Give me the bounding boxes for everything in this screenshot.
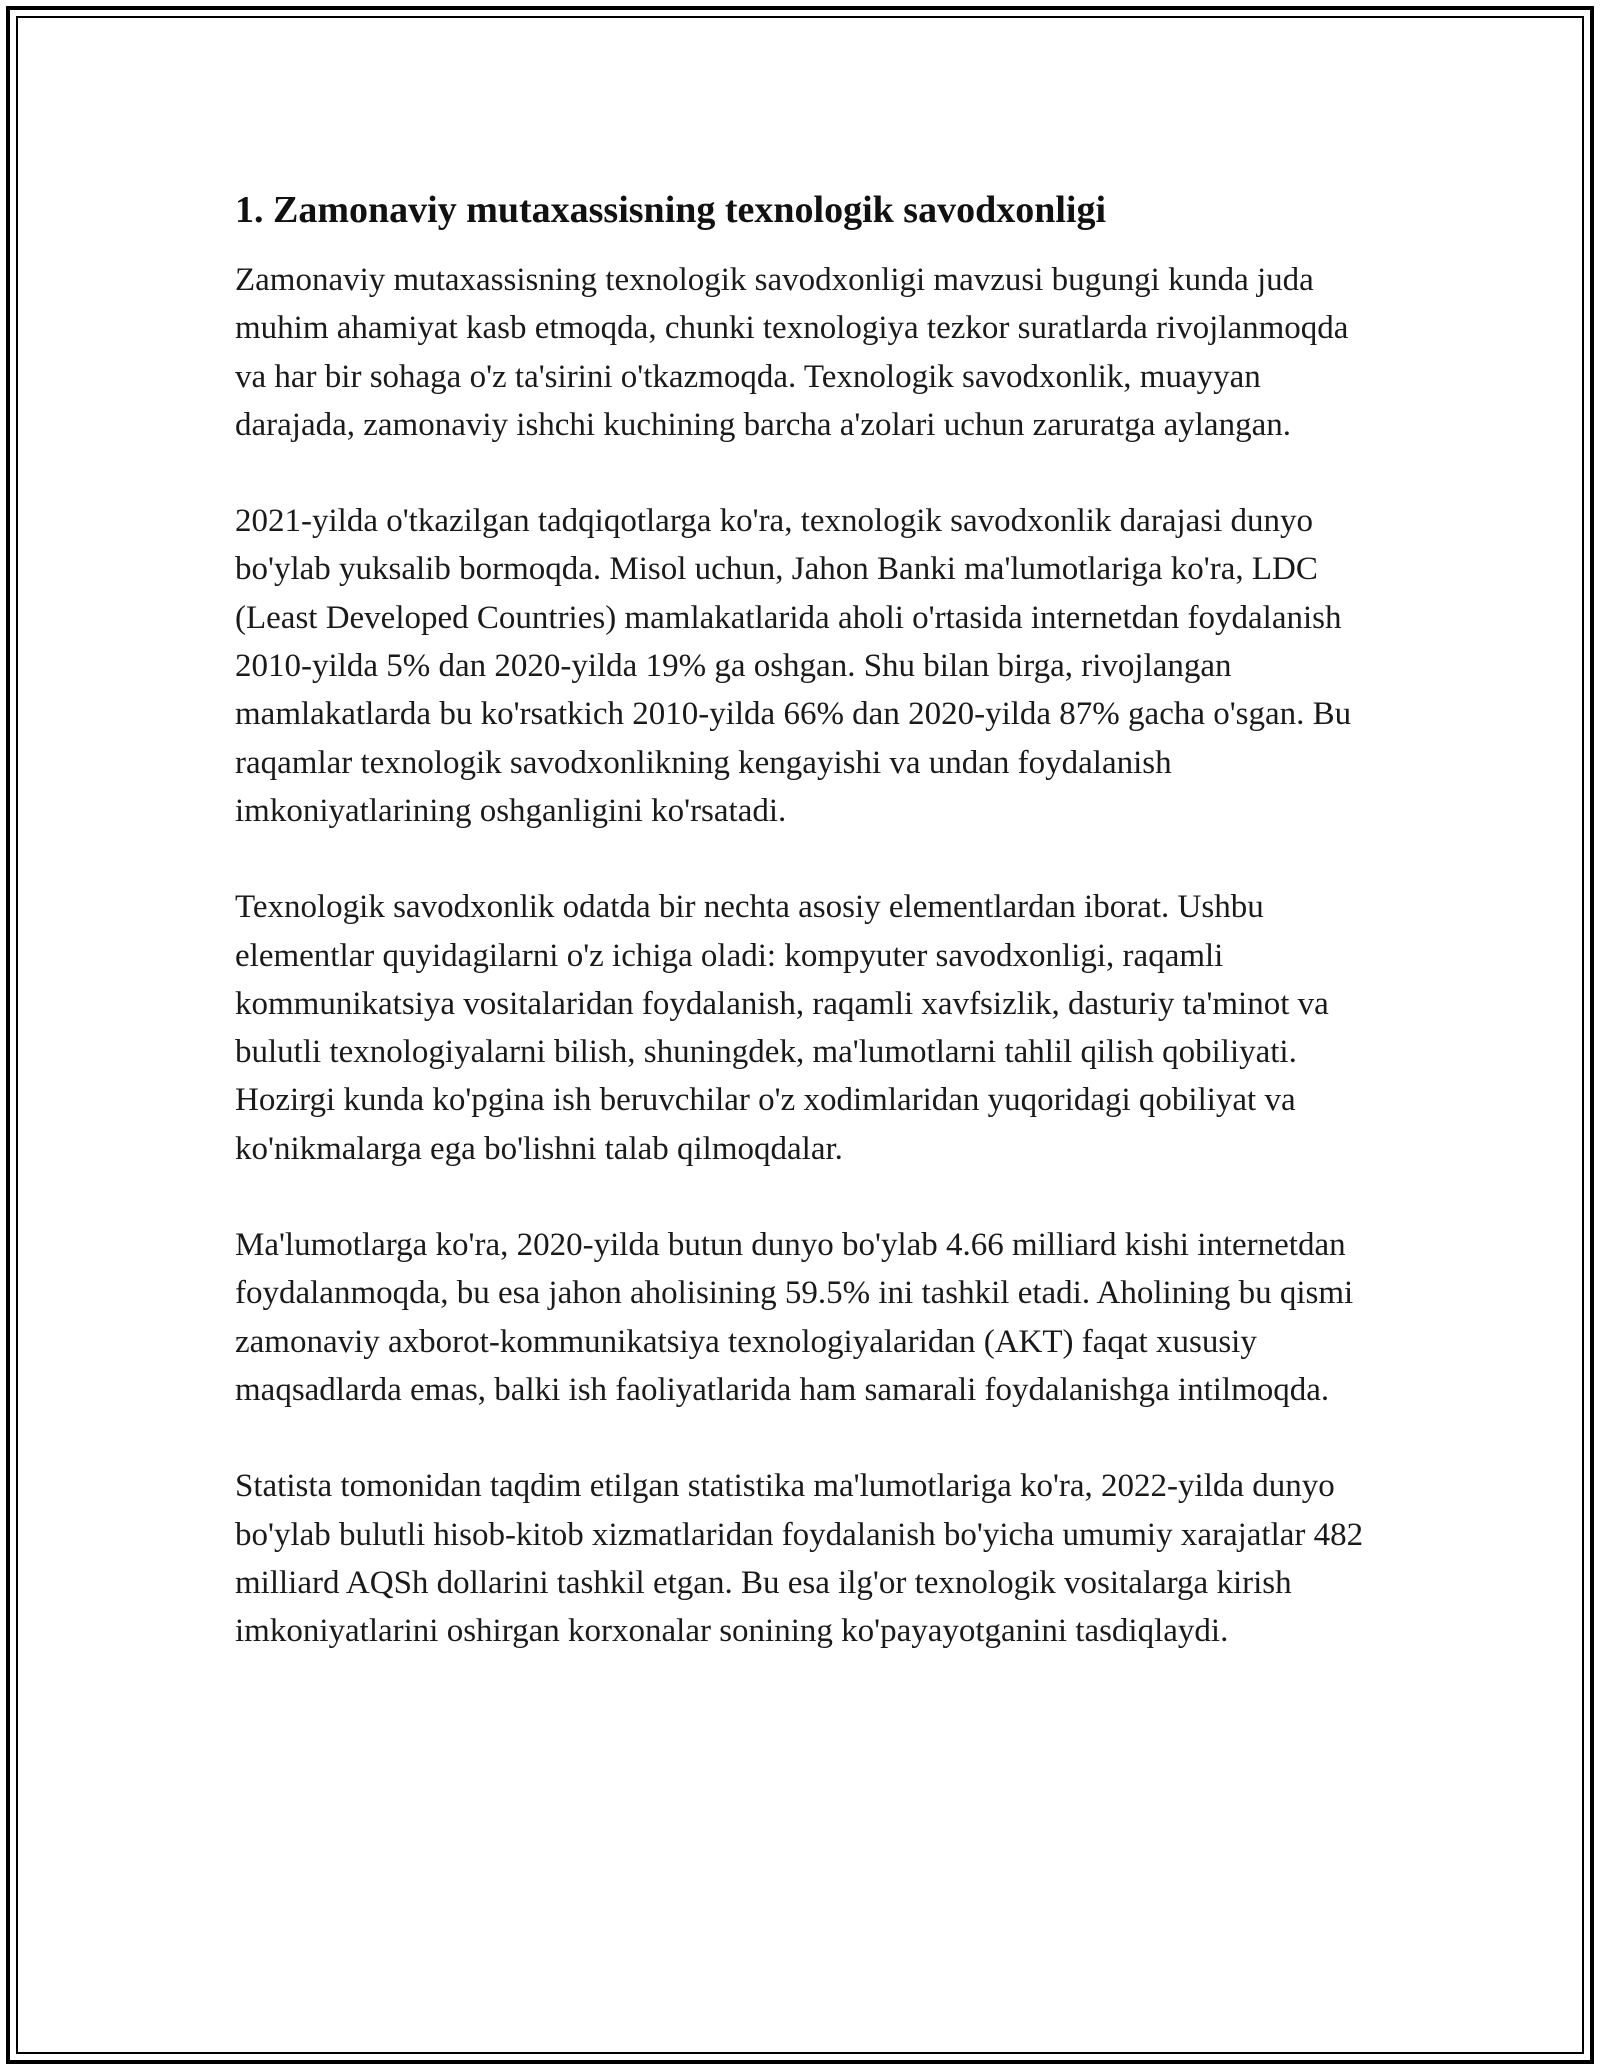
paragraph-internet-usage: 2021-yilda o'tkazilgan tadqiqotlarga ko'ra, texnologik savodxonlik darajasi dunyo bo'ylab yuksalib bormoqda. Misol uchun, Jahon Banki ma'lumotlariga ko'ra, LDC (Least Developed Countries) mamlakatlarida aholi o'rtasida internetdan foydalanish 2010-yilda 5% dan 2020-yilda 19% ga oshgan. Shu bilan birga, rivojlangan mamlakatlarda bu ko'rsatkich 2010-yilda 66% dan 2020-yilda 87% gacha o'sgan. Bu raqamlar texnologik savodxonlikning kengayishi va undan foydalanish imkoniyatlarining oshganligini ko'rsatadi.: [235, 503, 1352, 829]
section-title: 1. Zamonaviy mutaxassisning texnologik savodxonligi: [235, 189, 1107, 231]
document-body: [235, 186, 1385, 1703]
paragraph-elements: Texnologik savodxonlik odatda bir nechta asosiy elementlardan iborat. Ushbu elementlar quyidagilarni o'z ichiga oladi: kompyuter savodxonligi, raqamli kommunikatsiya vositalaridan foydalanish, raqamli xavfsizlik, dasturiy ta'minot va bulutli texnologiyalarni bilish, shuningdek, ma'lumotlarni tahlil qilish qobiliyati. Hozirgi kunda ko'pgina ish beruvchilar o'z xodimlaridan yuqoridagi qobiliyat va ko'nikmalarga ega bo'lishni talab qilmoqdalar.: [235, 889, 1329, 1167]
paragraph-intro: Zamonaviy mutaxassisning texnologik savodxonligi mavzusi bugungi kunda juda muhim ahamiyat kasb etmoqda, chunki texnologiya tezkor suratlarda rivojlanmoqda va har bir sohaga o'z ta'sirini o'tkazmoqda. Texnologik savodxonlik, muayyan darajada, zamonaviy ishchi kuchining barcha a'zolari uchun zaruratga aylangan.: [235, 262, 1349, 443]
paragraph-cloud-spending: Statista tomonidan taqdim etilgan statistika ma'lumotlariga ko'ra, 2022-yilda dunyo bo'ylab bulutli hisob-kitob xizmatlaridan foydalanish bo'yicha umumiy xarajatlar 482 milliard AQSh dollarini tashkil etgan. Bu esa ilg'or texnologik vositalarga kirish imkoniyatlarini oshirgan korxonalar sonining ko'payayotganini tasdiqlaydi.: [235, 1468, 1364, 1650]
paragraph-global-users: Ma'lumotlarga ko'ra, 2020-yilda butun dunyo bo'ylab 4.66 milliard kishi internetdan foydalanmoqda, bu esa jahon aholisining 59.5% ini tashkil etadi. Aholining bu qismi zamonaviy axborot-kommunikatsiya texnologiyalaridan (AKT) faqat xususiy maqsadlarda emas, balki ish faoliyatlarida ham samarali foydalanishga intilmoqda.: [235, 1227, 1354, 1408]
